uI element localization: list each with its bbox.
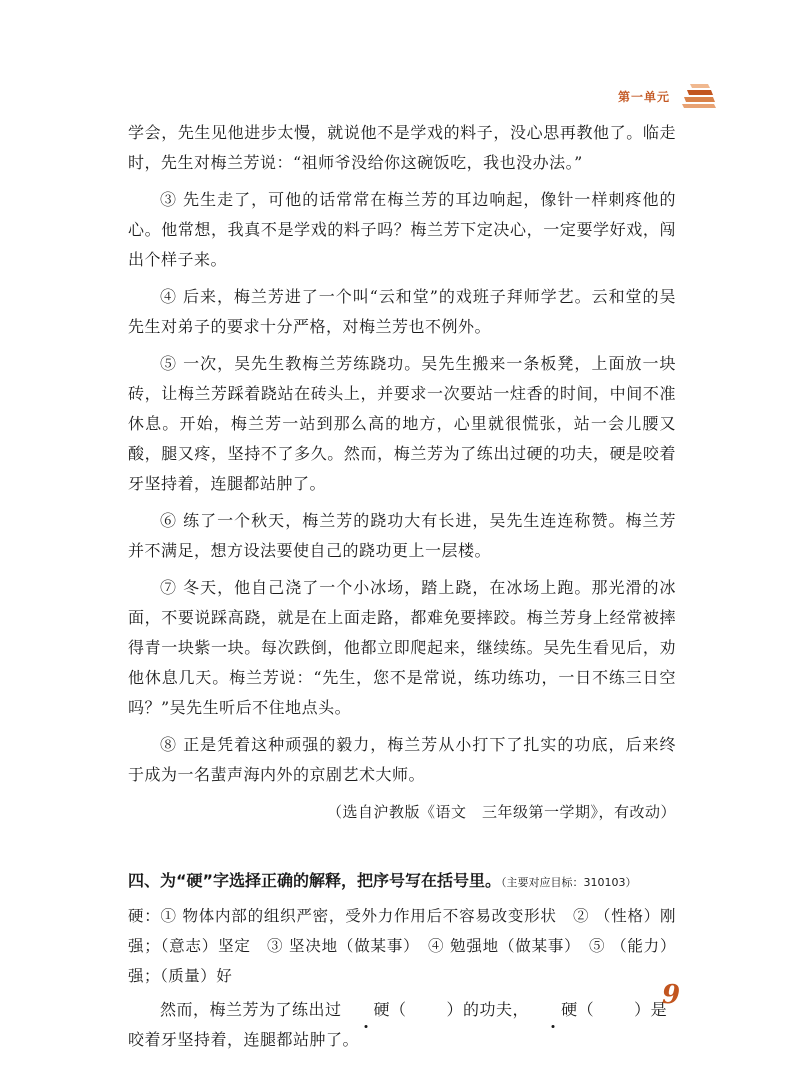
question-text-2: ）的功夫， xyxy=(446,1000,530,1019)
exercise-question xyxy=(128,995,676,1055)
passage-paragraph-4: ④ 后来，梅兰芳进了一个叫“云和堂”的戏班子拜师学艺。云和堂的吴先生对弟子的要求十分严格，对梅兰芳也不例外。 xyxy=(128,287,676,336)
exercise-target: （主要对应目标：310103） xyxy=(501,876,637,889)
exercise-title-text: 四、为“硬”字选择正确的解释，把序号写在括号里。 xyxy=(128,871,502,890)
page-number: 9 xyxy=(662,980,681,1010)
passage-paragraph-1: 学会，先生见他进步太慢，就说他不是学戏的料子，没心思再教他了。临走时，先生对梅兰芳说：“祖师爷没给你这碗饭吃，我也没办法。” xyxy=(128,123,676,172)
passage-paragraph-6: ⑥ 练了一个秋天，梅兰芳的跷功大有长进，吴先生连连称赞。梅兰芳并不满足，想方设法要使自己的跷功更上一层楼。 xyxy=(128,511,676,560)
exercise-definition: 硬：① 物体内部的组织严密，受外力作用后不容易改变形状 ② （性格）刚强；（意志）坚定 ③ 坚决地（做某事） ④ 勉强地（做某事） ⑤ （能力）强；（质量）好 xyxy=(128,907,676,985)
question-text-1: 然而，梅兰芳为了练出过 xyxy=(160,1000,342,1019)
open-paren-1: （ xyxy=(390,1000,407,1019)
passage-source: （选自沪教版《语文 三年级第一学期》，有改动） xyxy=(326,803,676,821)
passage-paragraph-8: ⑧ 正是凭着这种顽强的毅力，梅兰芳从小打下了扎实的功底，后来终于成为一名蜚声海内外的京剧艺术大师。 xyxy=(128,735,676,784)
unit-label: 第一单元 xyxy=(618,89,671,104)
unit-header xyxy=(618,80,800,112)
passage-paragraph-5: ⑤ 一次，吴先生教梅兰芳练跷功。吴先生搬来一条板凳，上面放一块砖，让梅兰芳踩着跷站在砖头上，并要求一次要站一炷香的时间，中间不准休息。开始，梅兰芳一站到那么高的地方，心里就很慌张，站一会儿腰又酸，腿又疼，坚持不了多久。然而，梅兰芳为了练出过硬的功夫，硬是咬着牙坚持着，连腿都站肿了。 xyxy=(128,354,676,493)
emphasized-char-2: 硬 xyxy=(529,995,578,1025)
exercise-title xyxy=(128,867,676,897)
passage-paragraph-3: ③ 先生走了，可他的话常常在梅兰芳的耳边响起，像针一样刺疼他的心。他常想，我真不是学戏的料子吗？梅兰芳下定决心，一定要学好戏，闯出个样子来。 xyxy=(128,190,676,269)
emphasized-char-1: 硬 xyxy=(342,995,391,1025)
open-paren-2: （ xyxy=(577,1000,595,1019)
passage-paragraph-7: ⑦ 冬天，他自己浇了一个小冰场，踏上跷，在冰场上跑。那光滑的冰面，不要说踩高跷，就是在上面走路，都难免要摔跤。梅兰芳身上经常被摔得青一块紫一块。每次跌倒，他都立即爬起来，继续练。吴先生看见后，劝他休息几天。梅兰芳说：“先生，您不是常说，练功练功，一日不练三日空吗？”吴先生听后不住地点头。 xyxy=(128,578,676,717)
question-text-3: ）是咬着牙坚持着，连腿都站肿了。 xyxy=(128,1000,668,1049)
books-icon xyxy=(680,82,718,110)
page-content xyxy=(128,118,676,1055)
